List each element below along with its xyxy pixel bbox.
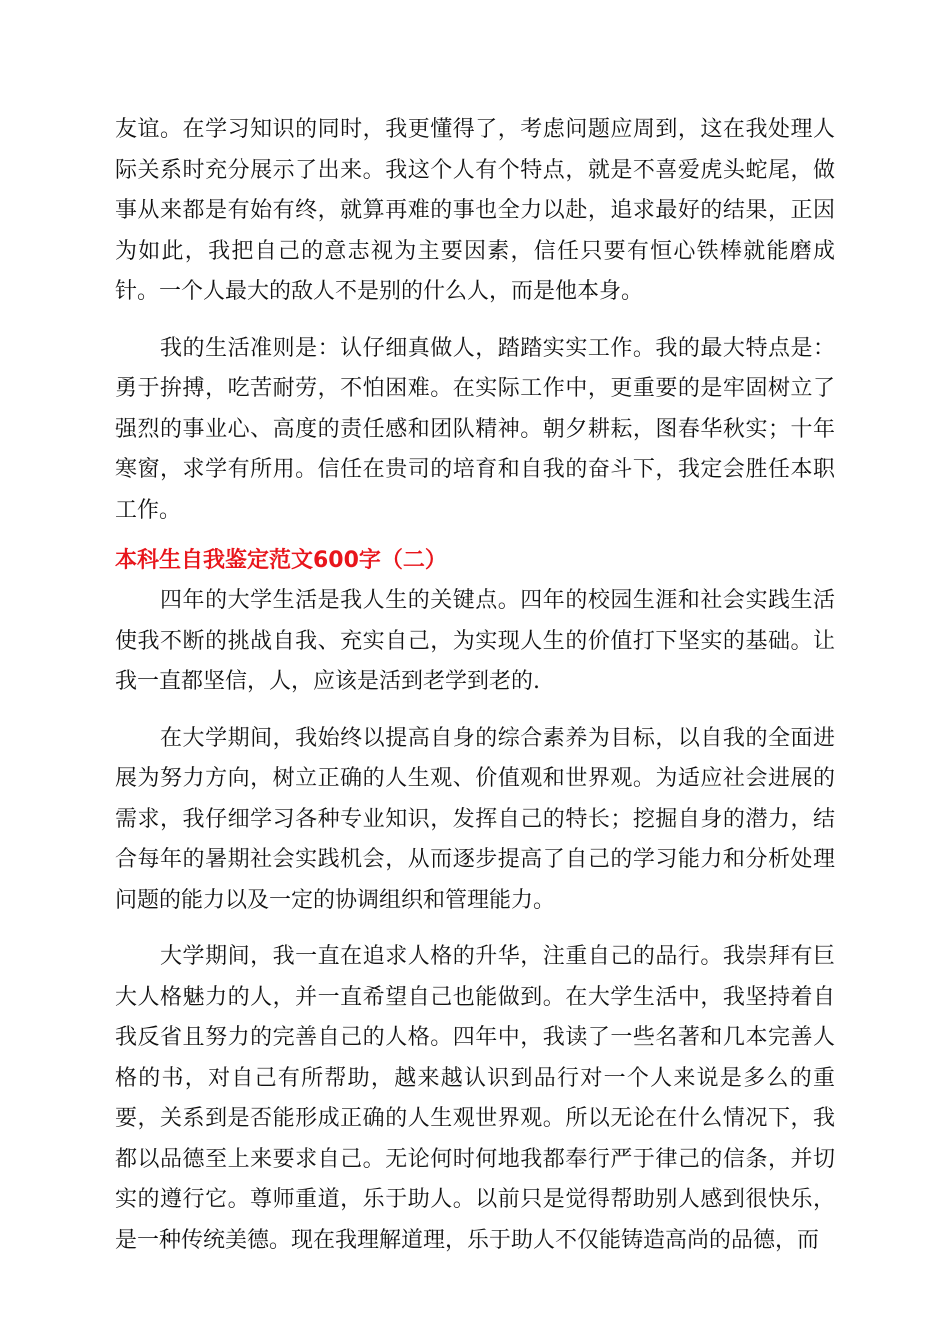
body-paragraph: 四年的大学生活是我人生的关键点。四年的校园生涯和社会实践生活使我不断的挑战自我、充实自己，为实现人生的价值打下坚实的基础。让我一直都坚信，人，应该是活到老学到老的. (115, 588, 835, 694)
section-heading: 本科生自我鉴定范文600字（二） (115, 548, 447, 573)
body-paragraph: 我的生活准则是：认仔细真做人，踏踏实实工作。我的最大特点是：勇于拚搏，吃苦耐劳，不怕困难。在实际工作中，更重要的是牢固树立了强烈的事业心、高度的责任感和团队精神。朝夕耕耘，图春华秋实；十年寒窗，求学有所用。信任在贵司的培育和自我的奋斗下，我定会胜任本职工作。 (115, 335, 835, 523)
body-paragraph: 在大学期间，我始终以提高自身的综合素养为目标，以自我的全面进展为努力方向，树立正确的人生观、价值观和世界观。为适应社会进展的需求，我仔细学习各种专业知识，发挥自己的特长；挖掘自身的潜力，结合每年的暑期社会实践机会，从而逐步提高了自己的学习能力和分析处理问题的能力以及一定的协调组织和管理能力。 (115, 725, 835, 913)
body-paragraph: 大学期间，我一直在追求人格的升华，注重自己的品行。我崇拜有巨大人格魅力的人，并一直希望自己也能做到。在大学生活中，我坚持着自我反省且努力的完善自己的人格。四年中，我读了一些名著和几本完善人格的书，对自己有所帮助，越来越认识到品行对一个人来说是多么的重要，关系到是否能形成正确的人生观世界观。所以无论在什么情况下，我都以品德至上来要求自己。无论何时何地我都奉行严于律己的信条，并切实的遵行它。尊师重道，乐于助人。以前只是觉得帮助别人感到很快乐，是一种传统美德。现在我理解道理，乐于助人不仅能铸造高尚的品德，而 (115, 944, 835, 1253)
body-paragraph: 友谊。在学习知识的同时，我更懂得了，考虑问题应周到，这在我处理人际关系时充分展示了出来。我这个人有个特点，就是不喜爱虎头蛇尾，做事从来都是有始有终，就算再难的事也全力以赴，追求最好的结果，正因为如此，我把自己的意志视为主要因素，信任只要有恒心铁棒就能磨成针。一个人最大的敌人不是别的什么人，而是他本身。 (115, 117, 835, 304)
document-body (115, 110, 835, 1261)
